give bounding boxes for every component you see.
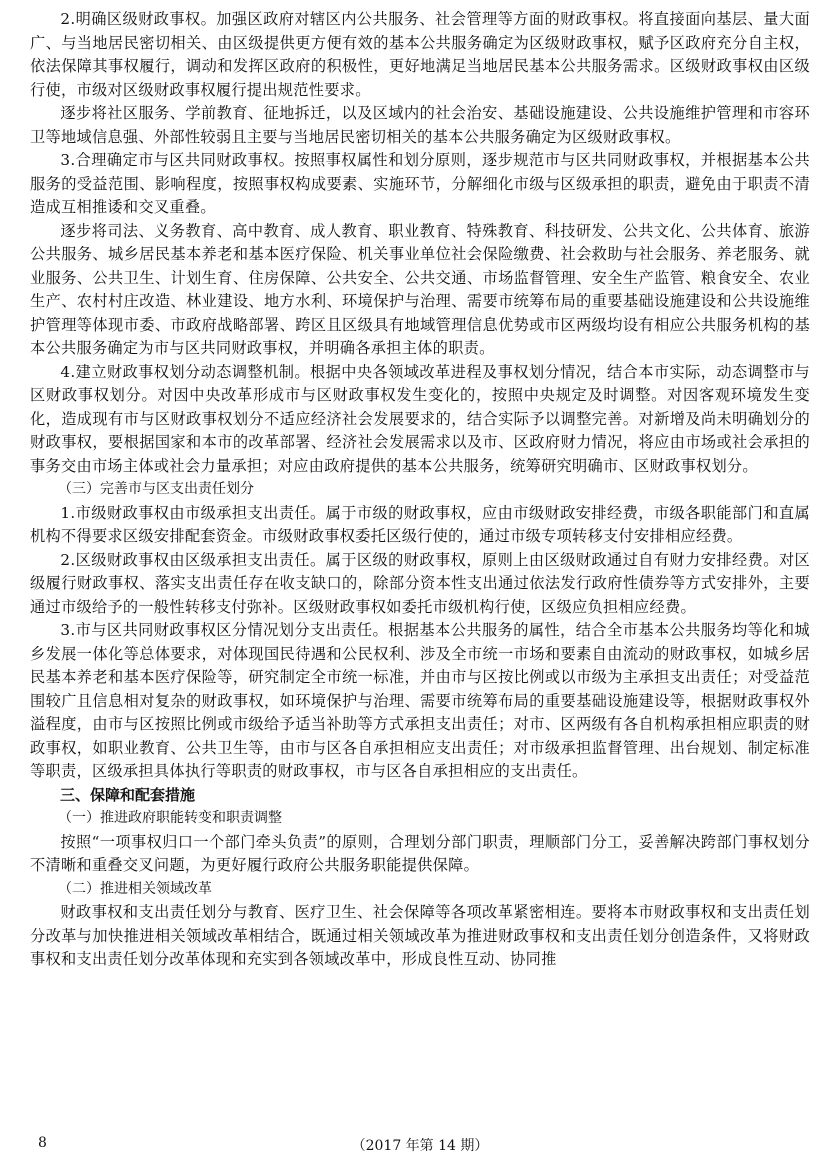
subsection-heading: （二）推进相关领域改革	[58, 880, 212, 897]
paragraph: 逐步将社区服务、学前教育、征地拆迁，以及区域内的社会治安、基础设施建设、公共设施维护管理和市容环卫等地域信息强、外部性较弱且主要与当地居民密切相关的基本公共服务确定为区级财政事权。	[30, 104, 810, 146]
document-body	[30, 8, 810, 972]
subsection-heading: （三）完善市与区支出责任划分	[58, 481, 254, 497]
paragraph: 1.市级财政事权由市级承担支出责任。属于市级的财政事权，应由市级财政安排经费，市级各职能部门和直属机构不得要求区级安排配套资金。市级财政事权委托区级行使的，通过市级专项转移支付安排相应经费。	[30, 503, 810, 545]
paragraph: 3.合理确定市与区共同财政事权。按照事权属性和划分原则，逐步规范市与区共同财政事权，并根据基本公共服务的受益范围、影响程度，按照事权构成要素、实施环节，分解细化市级与区级承担的职责，避免由于职责不清造成互相推诿和交叉重叠。	[30, 151, 810, 216]
paragraph: 按照“一项事权归口一个部门牵头负责”的原则，合理划分部门职责，理顺部门分工，妥善解决跨部门事权划分不清晰和重叠交叉问题，为更好履行政府公共服务职能提供保障。	[30, 832, 810, 874]
paragraph: 4.建立财政事权划分动态调整机制。根据中央各领域改革进程及事权划分情况，结合本市实际，动态调整市与区财政事权划分。对因中央改革形成市与区财政事权发生变化的，按照中央规定及时调整。对因客观环境发生变化，造成现有市与区财政事权划分不适应经济社会发展要求的，结合实际予以调整完善。对新增及尚未明确划分的财政事权，要根据国家和本市的改革部署、经济社会发展需求以及市、区政府财力情况，将应由市场或社会承担的事务交由市场主体或社会力量承担；对应由政府提供的基本公共服务，统筹研究明确市、区财政事权划分。	[30, 362, 810, 475]
page-footer	[30, 1135, 810, 1159]
subsection-heading: （一）推进政府职能转变和职责调整	[58, 810, 282, 826]
section-heading: 三、保障和配套措施	[60, 785, 196, 804]
paragraph: 2.区级财政事权由区级承担支出责任。属于区级的财政事权，原则上由区级财政通过自有财力安排经费。对区级履行财政事权、落实支出责任存在收支缺口的，除部分资本性支出通过依法发行政府性债券等方式安排外，主要通过市级给予的一般性转移支付弥补。区级财政事权如委托市级机构行使，区级应负担相应经费。	[30, 550, 810, 616]
paragraph: 财政事权和支出责任划分与教育、医疗卫生、社会保障等各项改革紧密相连。要将本市财政事权和支出责任划分改革与加快推进相关领域改革相结合，既通过相关领域改革为推进财政事权和支出责任划分创造条件，又将财政事权和支出责任划分改革体现和充实到各领域改革中，形成良性互动、协同推	[30, 903, 810, 968]
issue-label: （2017 年第 14 期）	[351, 1138, 489, 1154]
paragraph: 3.市与区共同财政事权区分情况划分支出责任。根据基本公共服务的属性，结合全市基本公共服务均等化和城乡发展一体化等总体要求，对体现国民待遇和公民权利、涉及全市统一市场和要素自由流动的财政事权，如城乡居民基本养老和基本医疗保险等，研究制定全市统一标准，并由市与区按比例或以市级为主承担支出责任；对受益范围较广且信息相对复杂的财政事权，如环境保护与治理、需要市统筹布局的重要基础设施建设等，根据财政事权外溢程度，由市与区按照比例或市级给予适当补助等方式承担支出责任；对市、区两级有各自机构承担相应职责的财政事权，如职业教育、公共卫生等，由市与区各自承担相应支出责任；对市级承担监督管理、出台规划、制定标准等职责，区级承担具体执行等职责的财政事权，市与区各自承担相应的支出责任。	[30, 621, 810, 780]
page-number: 8	[38, 1135, 47, 1151]
paragraph: 逐步将司法、义务教育、高中教育、成人教育、职业教育、特殊教育、科技研发、公共文化、公共体育、旅游公共服务、城乡居民基本养老和基本医疗保险、机关事业单位社会保险缴费、社会救助与社会服务、养老服务、就业服务、公共卫生、计划生育、住房保障、公共安全、公共交通、市场监督管理、安全生产监管、粮食安全、农业生产、农村村庄改造、林业建设、地方水利、环境保护与治理、需要市统筹布局的重要基础设施建设和公共设施维护管理等体现市委、市政府战略部署、跨区且区级具有地域管理信息优势或市区两级均设有相应公共服务机构的基本公共服务确定为市与区共同财政事权，并明确各承担主体的职责。	[30, 221, 810, 357]
paragraph: 2.明确区级财政事权。加强区政府对辖区内公共服务、社会管理等方面的财政事权。将直接面向基层、量大面广、与当地居民密切相关、由区级提供更方便有效的基本公共服务确定为区级财政事权，赋予区政府充分自主权，依法保障其事权履行，调动和发挥区政府的积极性，更好地满足当地居民基本公共服务需求。区级财政事权由区级行使，市级对区级财政事权履行提出规范性要求。	[30, 10, 810, 99]
